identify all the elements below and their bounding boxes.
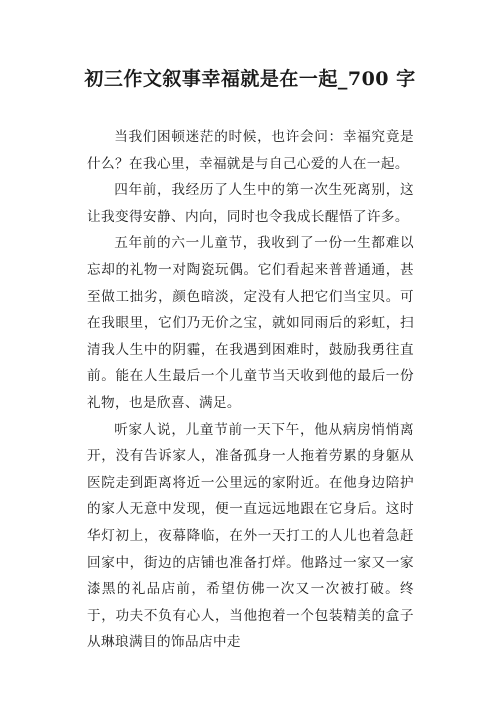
document-body bbox=[87, 124, 414, 656]
paragraph: 四年前，我经历了人生中的第一次生死离别，这让我变得安静、内向，同时也令我成长醒悟了许多。 bbox=[87, 182, 414, 225]
document-title: 初三作文叙事幸福就是在一起_700 字 bbox=[84, 68, 416, 90]
paragraph: 五年前的六一儿童节，我收到了一份一生都难以忘却的礼物一对陶瓷玩偶。它们看起来普普通通，甚至做工拙劣，颜色暗淡，定没有人把它们当宝贝。可在我眼里，它们乃无价之宝，就如同雨后的彩虹，扫清我人生中的阴霾，在我遇到困难时，鼓励我勇往直前。能在人生最后一个儿童节当天收到他的最后一份礼物，也是欣喜、满足。 bbox=[87, 235, 414, 411]
paragraph: 当我们困顿迷茫的时候，也许会问：幸福究竟是什么？在我心里，幸福就是与自己心爱的人在一起。 bbox=[87, 129, 414, 172]
paragraph: 听家人说，儿童节前一天下午，他从病房悄悄离开，没有告诉家人，准备孤身一人拖着劳累的身躯从医院走到距离将近一公里远的家附近。在他身边陪护的家人无意中发现，便一直远远地跟在它身后。这时华灯初上，夜幕降临，在外一天打工的人儿也着急赶回家中，街边的店铺也准备打烊。他路过一家又一家漆黑的礼品店前，希望仿佛一次又一次被打破。终于，功夫不负有心人，当他抱着一个包装精美的盒子从琳琅满目的饰品店中走 bbox=[87, 421, 414, 651]
